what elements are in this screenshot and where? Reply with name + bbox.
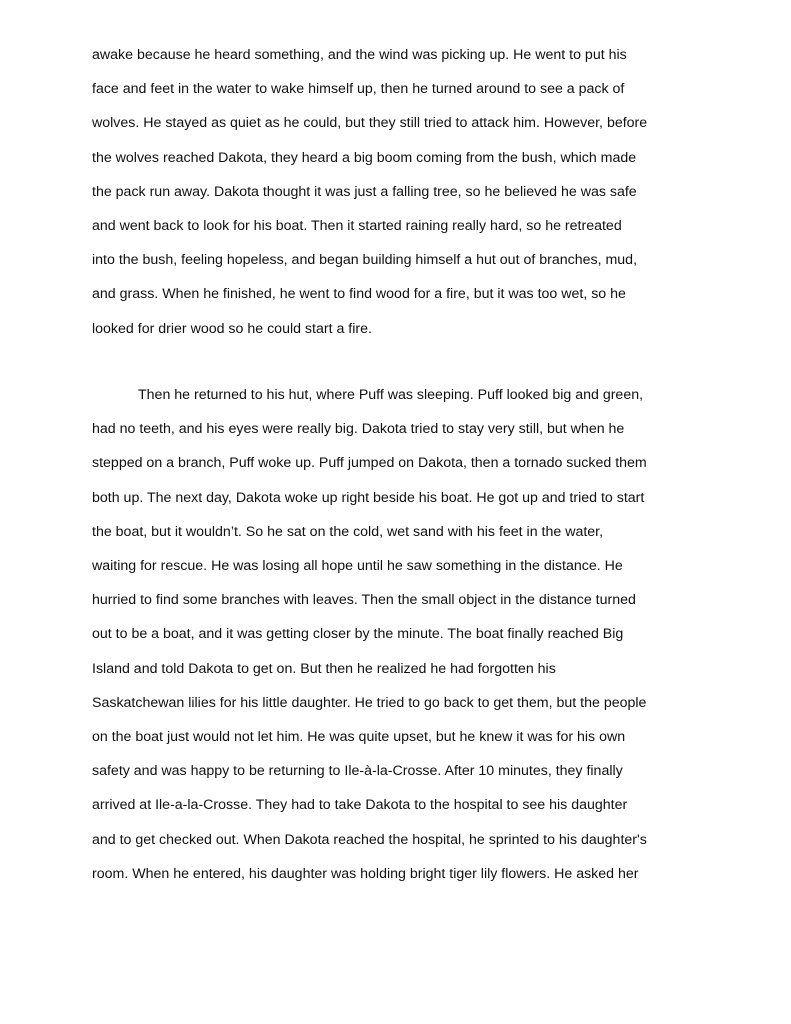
text-line: looked for drier wood so he could start a fire. [92,320,372,337]
text-line: Island and told Dakota to get on. But then he realized he had forgotten his [92,660,556,677]
text-line: Saskatchewan lilies for his little daughter. He tried to go back to get them, but the people [92,694,647,711]
text-line: Then he returned to his hut, where Puff was sleeping. Puff looked big and green, [138,387,644,403]
text-line: into the bush, feeling hopeless, and began building himself a hut out of branches, mud, [92,252,638,269]
text-line: out to be a boat, and it was getting closer by the minute. The boat finally reached Big [92,626,624,643]
text-line: room. When he entered, his daughter was holding bright tiger lily flowers. He asked her [92,865,639,882]
text-line: waiting for rescue. He was losing all hope until he saw something in the distance. He [92,558,623,575]
text-line: both up. The next day, Dakota woke up right beside his boat. He got up and tried to start [92,489,645,506]
text-line: stepped on a branch, Puff woke up. Puff jumped on Dakota, then a tornado sucked them [92,455,647,472]
text-line: safety and was happy to be returning to Ile-à-la-Crosse. After 10 minutes, they finally [92,763,623,780]
text-line: the wolves reached Dakota, they heard a big boom coming from the bush, which made [92,149,637,166]
text-line: arrived at Ile-a-la-Crosse. They had to take Dakota to the hospital to see his daughter [92,797,628,814]
text-line: and grass. When he finished, he went to find wood for a fire, but it was too wet, so he [92,286,626,303]
text-line: wolves. He stayed as quiet as he could, but they still tried to attack him. However, before [92,115,648,132]
text-line: awake because he heard something, and the wind was picking up. He went to put his [92,47,627,63]
text-line: the boat, but it wouldn’t. So he sat on the cold, wet sand with his feet in the water, [92,523,604,540]
text-line: hurried to find some branches with leaves. Then the small object in the distance turned [92,592,636,609]
paragraph [92,38,712,346]
paragraph [92,378,712,891]
text-line: had no teeth, and his eyes were really big. Dakota tried to stay very still, but when he [92,421,625,438]
text-line: face and feet in the water to wake himself up, then he turned around to see a pack of [92,81,625,98]
text-line: and to get checked out. When Dakota reached the hospital, he sprinted to his daughter's [92,831,647,848]
text-line: the pack run away. Dakota thought it was just a falling tree, so he believed he was safe [92,183,637,200]
text-line: and went back to look for his boat. Then it started raining really hard, so he retreated [92,218,622,235]
text-line: on the boat just would not let him. He was quite upset, but he knew it was for his own [92,729,626,746]
